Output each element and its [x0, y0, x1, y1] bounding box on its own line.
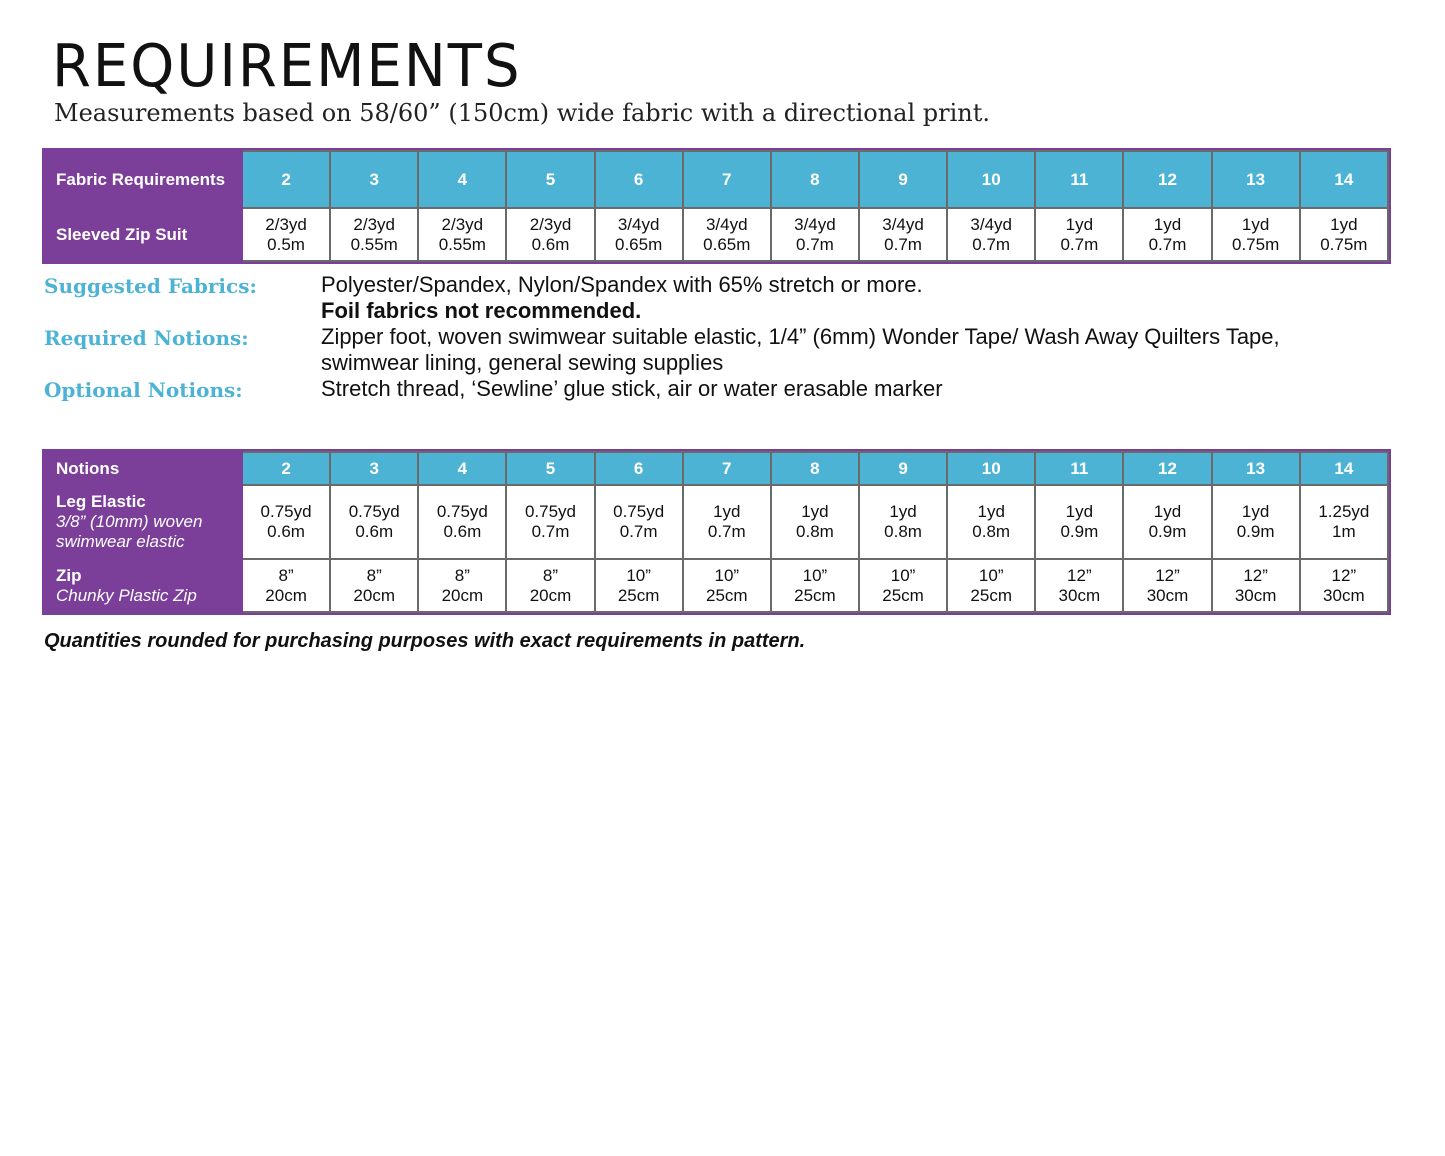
value-cell: [1123, 485, 1211, 559]
value-imperial: 3/4yd: [882, 214, 924, 234]
value-metric: 1m: [1332, 522, 1356, 541]
value-metric: 0.9m: [1148, 522, 1187, 541]
value-imperial: 2/3yd: [353, 214, 395, 234]
value-metric: 20cm: [441, 585, 484, 605]
value-cell: [418, 208, 506, 261]
value-metric: 0.7m: [531, 522, 570, 541]
value-cell: [1212, 559, 1300, 612]
size-header-cell: 7: [683, 452, 771, 485]
page-title: REQUIREMENTS: [52, 32, 522, 101]
notions-table: [44, 451, 1389, 613]
value-metric: 20cm: [265, 585, 307, 605]
note-label: Optional Notions:: [44, 378, 243, 402]
value-cell: [595, 559, 683, 612]
size-header-cell: 13: [1212, 151, 1300, 208]
value-imperial: 8”: [454, 565, 470, 585]
value-metric: 30cm: [1323, 585, 1365, 605]
notions-row-label: Zip: [56, 565, 82, 585]
value-metric: 0.75m: [1320, 234, 1368, 254]
value-metric: 25cm: [882, 585, 924, 605]
value-cell: [947, 485, 1035, 559]
value-imperial: 1yd: [801, 502, 829, 521]
value-metric: 20cm: [529, 585, 572, 605]
value-metric: 0.6m: [267, 522, 305, 541]
value-imperial: 3/4yd: [970, 214, 1012, 234]
value-cell: [683, 208, 771, 261]
value-imperial: 12”: [1155, 565, 1180, 585]
size-header-cell: 7: [683, 151, 771, 208]
value-metric: 0.7m: [884, 234, 922, 254]
size-header-cell: 8: [771, 151, 859, 208]
value-imperial: 2/3yd: [441, 214, 484, 234]
note-suggested-fabrics: [44, 272, 1404, 324]
value-cell: [506, 559, 594, 612]
value-cell: [242, 559, 330, 612]
value-cell: [771, 559, 859, 612]
value-cell: [1035, 208, 1123, 261]
notions-row-sublabel: 3/8” (10mm) woven swimwear elastic: [56, 512, 203, 551]
value-metric: 30cm: [1058, 585, 1101, 605]
value-metric: 0.65m: [703, 234, 751, 254]
value-cell: [683, 485, 771, 559]
notions-header-row: [45, 452, 1388, 485]
size-header-cell: 4: [418, 151, 506, 208]
value-imperial: 10”: [626, 565, 651, 585]
note-label: Suggested Fabrics:: [44, 274, 257, 298]
value-metric: 25cm: [705, 585, 748, 605]
size-header-cell: 6: [595, 452, 683, 485]
value-cell: [330, 208, 418, 261]
size-header-cell: 11: [1035, 452, 1123, 485]
value-cell: [859, 485, 947, 559]
page-subtitle: Measurements based on 58/60” (150cm) wide fabric with a directional print.: [54, 99, 990, 127]
value-cell: [1035, 559, 1123, 612]
value-cell: [418, 559, 506, 612]
value-cell: [330, 559, 418, 612]
value-imperial: 10”: [714, 565, 740, 585]
value-metric: 0.7m: [1060, 234, 1099, 254]
value-imperial: 10”: [978, 565, 1004, 585]
value-metric: 0.8m: [972, 522, 1011, 541]
value-metric: 0.8m: [884, 522, 922, 541]
size-header-cell: 5: [506, 151, 594, 208]
value-cell: [1123, 559, 1211, 612]
value-imperial: 1yd: [1241, 502, 1270, 521]
value-cell: [506, 208, 594, 261]
value-imperial: 3/4yd: [705, 214, 748, 234]
value-cell: [1300, 559, 1388, 612]
value-imperial: 1yd: [1153, 214, 1182, 234]
value-metric: 25cm: [617, 585, 660, 605]
value-imperial: 8”: [278, 565, 294, 585]
size-header-cell: 12: [1123, 151, 1211, 208]
value-imperial: 0.75yd: [436, 502, 488, 521]
value-imperial: 0.75yd: [260, 502, 312, 521]
note-warning: Foil fabrics not recommended.: [321, 298, 642, 323]
note-line: Stretch thread, ‘Sewline’ glue stick, air or water erasable marker: [321, 376, 943, 401]
value-cell: [1035, 485, 1123, 559]
value-imperial: 8”: [366, 565, 382, 585]
value-cell: [683, 559, 771, 612]
value-imperial: 0.75yd: [524, 502, 577, 521]
value-imperial: 12”: [1243, 565, 1268, 585]
value-cell: [595, 208, 683, 261]
value-imperial: 12”: [1067, 565, 1092, 585]
value-imperial: 1.25yd: [1318, 502, 1370, 521]
value-cell: [242, 208, 330, 261]
size-header-cell: 8: [771, 452, 859, 485]
value-cell: [947, 208, 1035, 261]
size-header-cell: 13: [1212, 452, 1300, 485]
value-imperial: 1yd: [1241, 214, 1270, 234]
value-metric: 0.7m: [972, 234, 1011, 254]
value-cell: [1123, 208, 1211, 261]
fabric-header-row: [45, 151, 1388, 208]
fabric-row-label: Sleeved Zip Suit: [45, 208, 242, 261]
value-imperial: 3/4yd: [617, 214, 660, 234]
notions-row-label: Leg Elastic: [56, 492, 146, 511]
value-cell: [1300, 208, 1388, 261]
value-cell: [595, 485, 683, 559]
value-metric: 0.9m: [1236, 522, 1275, 541]
value-metric: 0.7m: [796, 234, 834, 254]
size-header-cell: 14: [1300, 452, 1388, 485]
size-header-cell: 9: [859, 151, 947, 208]
size-header-cell: 2: [242, 452, 330, 485]
size-header-cell: 3: [330, 151, 418, 208]
value-metric: 0.55m: [438, 234, 486, 254]
value-imperial: 2/3yd: [265, 214, 307, 234]
value-imperial: 1yd: [1330, 214, 1358, 234]
notes-section: [44, 272, 1404, 403]
value-imperial: 2/3yd: [529, 214, 572, 234]
value-imperial: 1yd: [1065, 214, 1094, 234]
value-imperial: 0.75yd: [348, 502, 400, 521]
value-metric: 25cm: [794, 585, 836, 605]
value-imperial: 1yd: [713, 502, 741, 521]
size-header-cell: 3: [330, 452, 418, 485]
value-cell: [859, 208, 947, 261]
value-cell: [859, 559, 947, 612]
value-imperial: 10”: [802, 565, 828, 585]
value-imperial: 1yd: [889, 502, 917, 521]
size-header-cell: 12: [1123, 452, 1211, 485]
size-header-cell: 10: [947, 452, 1035, 485]
value-metric: 0.6m: [531, 234, 570, 254]
value-cell: [506, 485, 594, 559]
value-cell: [330, 485, 418, 559]
notions-row-leg-elastic: [45, 485, 1388, 559]
value-cell: [1212, 485, 1300, 559]
value-cell: [771, 485, 859, 559]
size-header-cell: 5: [506, 452, 594, 485]
value-imperial: 1yd: [1153, 502, 1182, 521]
notions-header-label: Notions: [45, 452, 242, 485]
size-header-cell: 14: [1300, 151, 1388, 208]
size-header-cell: 11: [1035, 151, 1123, 208]
note-label: Required Notions:: [44, 326, 249, 350]
value-cell: [947, 559, 1035, 612]
value-imperial: 3/4yd: [794, 214, 836, 234]
value-cell: [242, 485, 330, 559]
value-metric: 25cm: [970, 585, 1012, 605]
value-metric: 0.6m: [443, 522, 482, 541]
value-cell: [1212, 208, 1300, 261]
value-metric: 30cm: [1234, 585, 1277, 605]
value-imperial: 1yd: [1065, 502, 1094, 521]
value-cell: [1300, 485, 1388, 559]
value-metric: 0.55m: [350, 234, 398, 254]
value-metric: 0.75m: [1231, 234, 1280, 254]
fabric-requirements-table: [44, 150, 1389, 262]
value-cell: [771, 208, 859, 261]
value-metric: 20cm: [353, 585, 395, 605]
value-imperial: 8”: [542, 565, 559, 585]
size-header-cell: 6: [595, 151, 683, 208]
value-metric: 0.6m: [355, 522, 394, 541]
value-imperial: 1yd: [977, 502, 1005, 521]
value-metric: 0.7m: [619, 522, 658, 541]
value-imperial: 12”: [1331, 565, 1357, 585]
value-metric: 0.9m: [1060, 522, 1099, 541]
size-header-cell: 10: [947, 151, 1035, 208]
value-imperial: 0.75yd: [613, 502, 665, 521]
footnote: Quantities rounded for purchasing purposes with exact requirements in pattern.: [44, 630, 806, 652]
value-metric: 30cm: [1146, 585, 1189, 605]
note-required-notions: [44, 324, 1404, 376]
value-metric: 0.8m: [796, 522, 834, 541]
notions-row-zip: [45, 559, 1388, 612]
fabric-row-sleeved-zip-suit: [45, 208, 1388, 261]
note-line: Polyester/Spandex, Nylon/Spandex with 65% stretch or more.: [321, 272, 923, 297]
note-optional-notions: [44, 376, 1404, 403]
fabric-header-label: Fabric Requirements: [45, 151, 242, 208]
value-imperial: 10”: [890, 565, 916, 585]
notions-row-sublabel: Chunky Plastic Zip: [56, 585, 197, 605]
value-metric: 0.7m: [1148, 234, 1187, 254]
note-line: Zipper foot, woven swimwear suitable elastic, 1/4” (6mm) Wonder Tape/ Wash Away Quilters Tape,: [321, 324, 1280, 349]
value-metric: 0.7m: [707, 522, 746, 541]
size-header-cell: 9: [859, 452, 947, 485]
size-header-cell: 2: [242, 151, 330, 208]
value-metric: 0.5m: [267, 234, 305, 254]
value-metric: 0.65m: [615, 234, 663, 254]
value-cell: [418, 485, 506, 559]
note-line: swimwear lining, general sewing supplies: [321, 350, 724, 375]
size-header-cell: 4: [418, 452, 506, 485]
